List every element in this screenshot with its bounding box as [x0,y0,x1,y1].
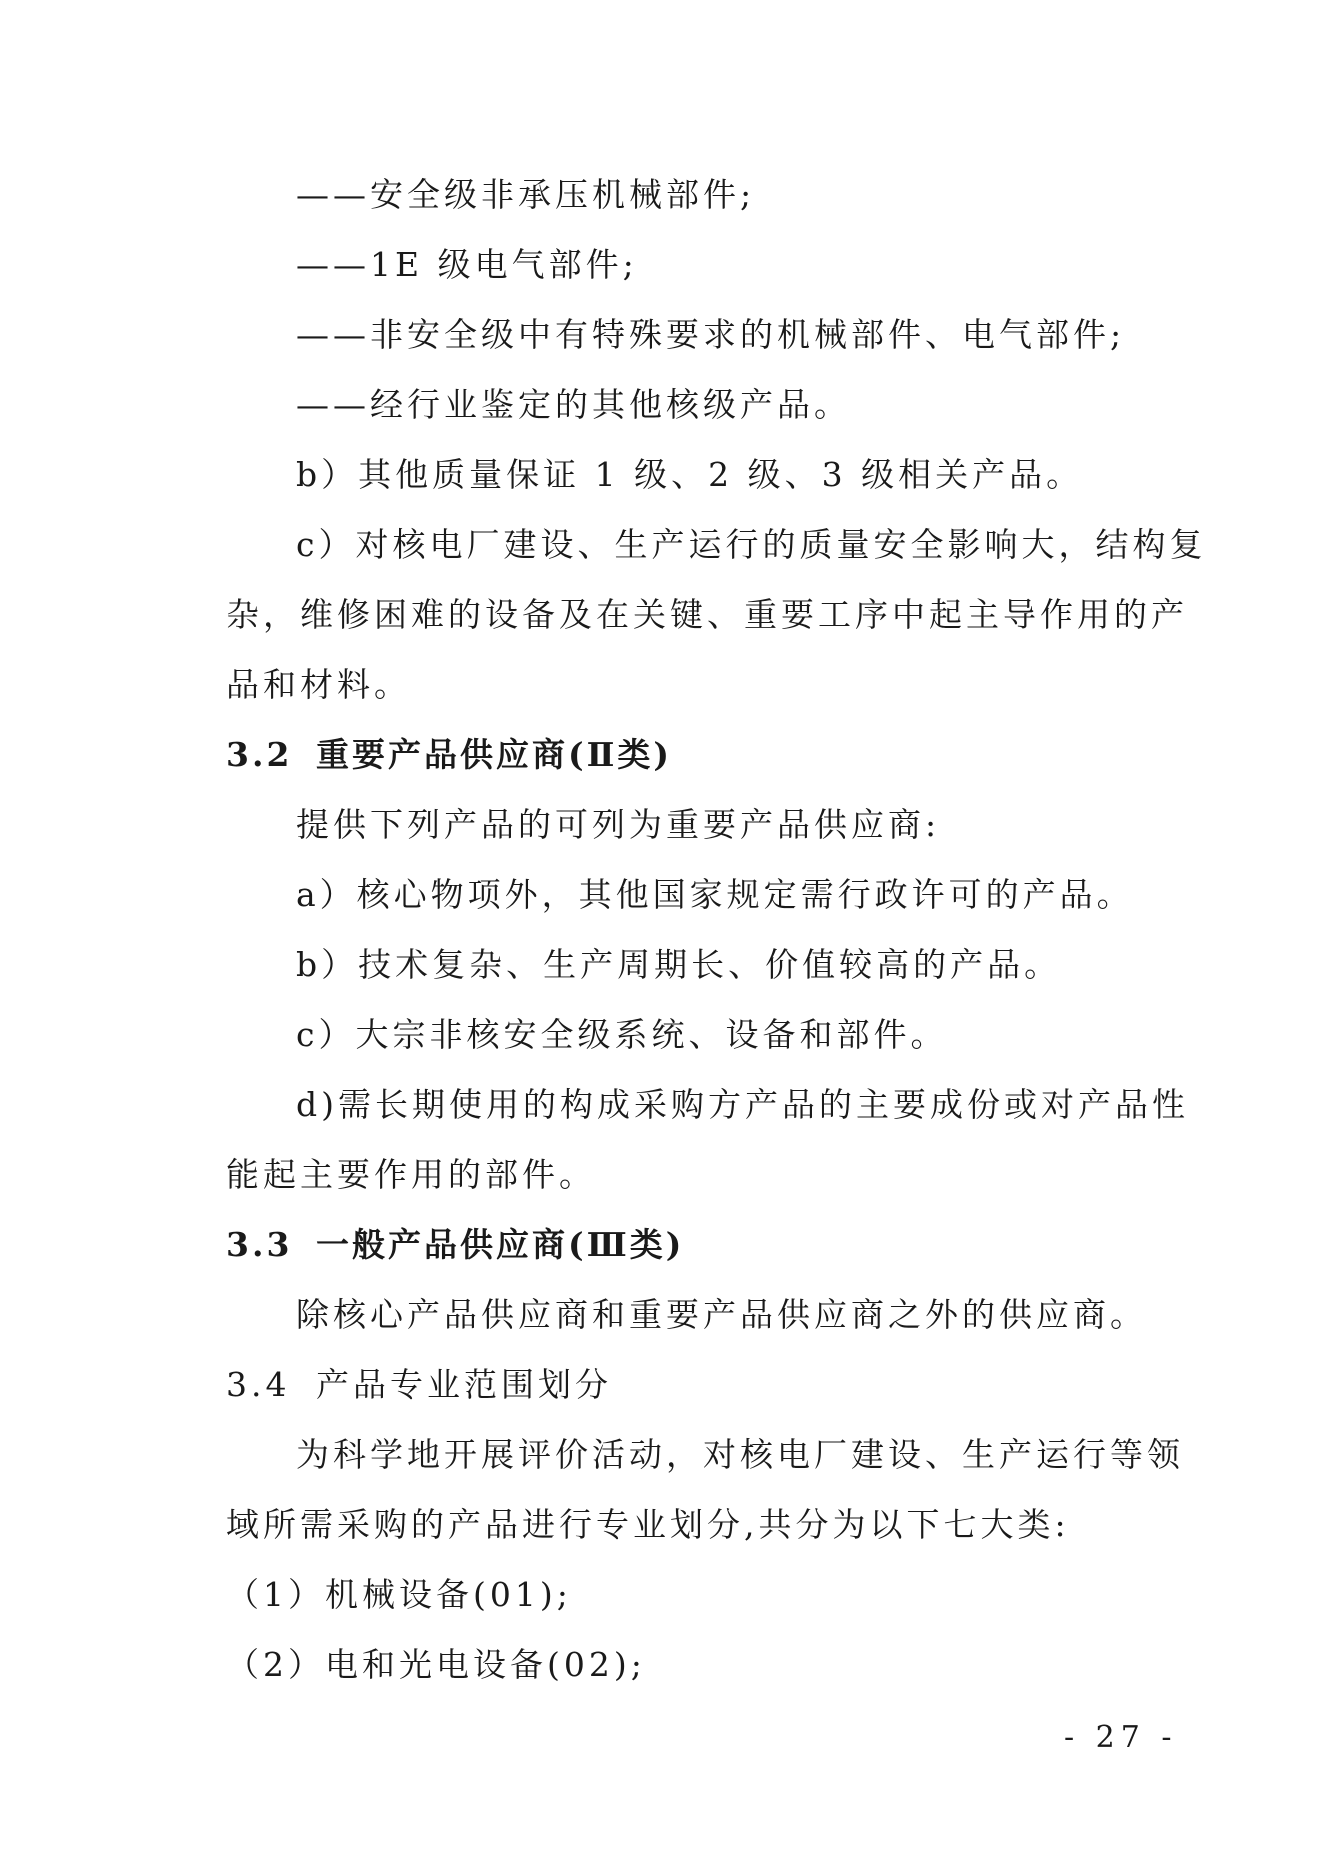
section-number: 3.4 [226,1365,291,1404]
text-line: c）大宗非核安全级系统、设备和部件。 [296,1015,948,1054]
text-line: 能起主要作用的部件。 [226,1155,596,1194]
section-title: 一般产品供应商(Ⅲ类) [316,1225,685,1264]
text-line: b）技术复杂、生产周期长、价值较高的产品。 [296,945,1062,984]
text-line: ——1E 级电气部件; [296,245,638,284]
page-number: - 27 - [1064,1720,1178,1755]
text-line: ——安全级非承压机械部件; [296,175,756,214]
list-item: （1）机械设备(01); [226,1575,572,1614]
text-line: 域所需采购的产品进行专业划分,共分为以下七大类: [226,1505,1070,1544]
section-heading-3-4 [226,1365,612,1405]
section-title: 重要产品供应商(Ⅱ类) [316,735,673,774]
section-number: 3.2 [226,735,293,774]
section-heading-3-3 [226,1225,684,1265]
text-line: b）其他质量保证 1 级、2 级、3 级相关产品。 [296,455,1084,494]
text-line: c）对核电厂建设、生产运行的质量安全影响大，结构复 [296,525,1207,564]
text-line: a）核心物项外，其他国家规定需行政许可的产品。 [296,875,1134,914]
text-line: 为科学地开展评价活动，对核电厂建设、生产运行等领 [296,1435,1184,1474]
text-line: 杂，维修困难的设备及在关键、重要工序中起主导作用的产 [226,595,1188,634]
text-line: d)需长期使用的构成采购方产品的主要成份或对产品性 [296,1085,1189,1124]
text-line: 品和材料。 [226,665,411,704]
list-item: （2）电和光电设备(02); [226,1645,646,1684]
section-heading-3-2 [226,735,672,775]
text-line: 除核心产品供应商和重要产品供应商之外的供应商。 [296,1295,1147,1334]
text-line: ——经行业鉴定的其他核级产品。 [296,385,851,424]
section-title: 产品专业范围划分 [316,1365,612,1404]
text-line: ——非安全级中有特殊要求的机械部件、电气部件; [296,315,1126,354]
section-number: 3.3 [226,1225,293,1264]
text-line: 提供下列产品的可列为重要产品供应商: [296,805,941,844]
